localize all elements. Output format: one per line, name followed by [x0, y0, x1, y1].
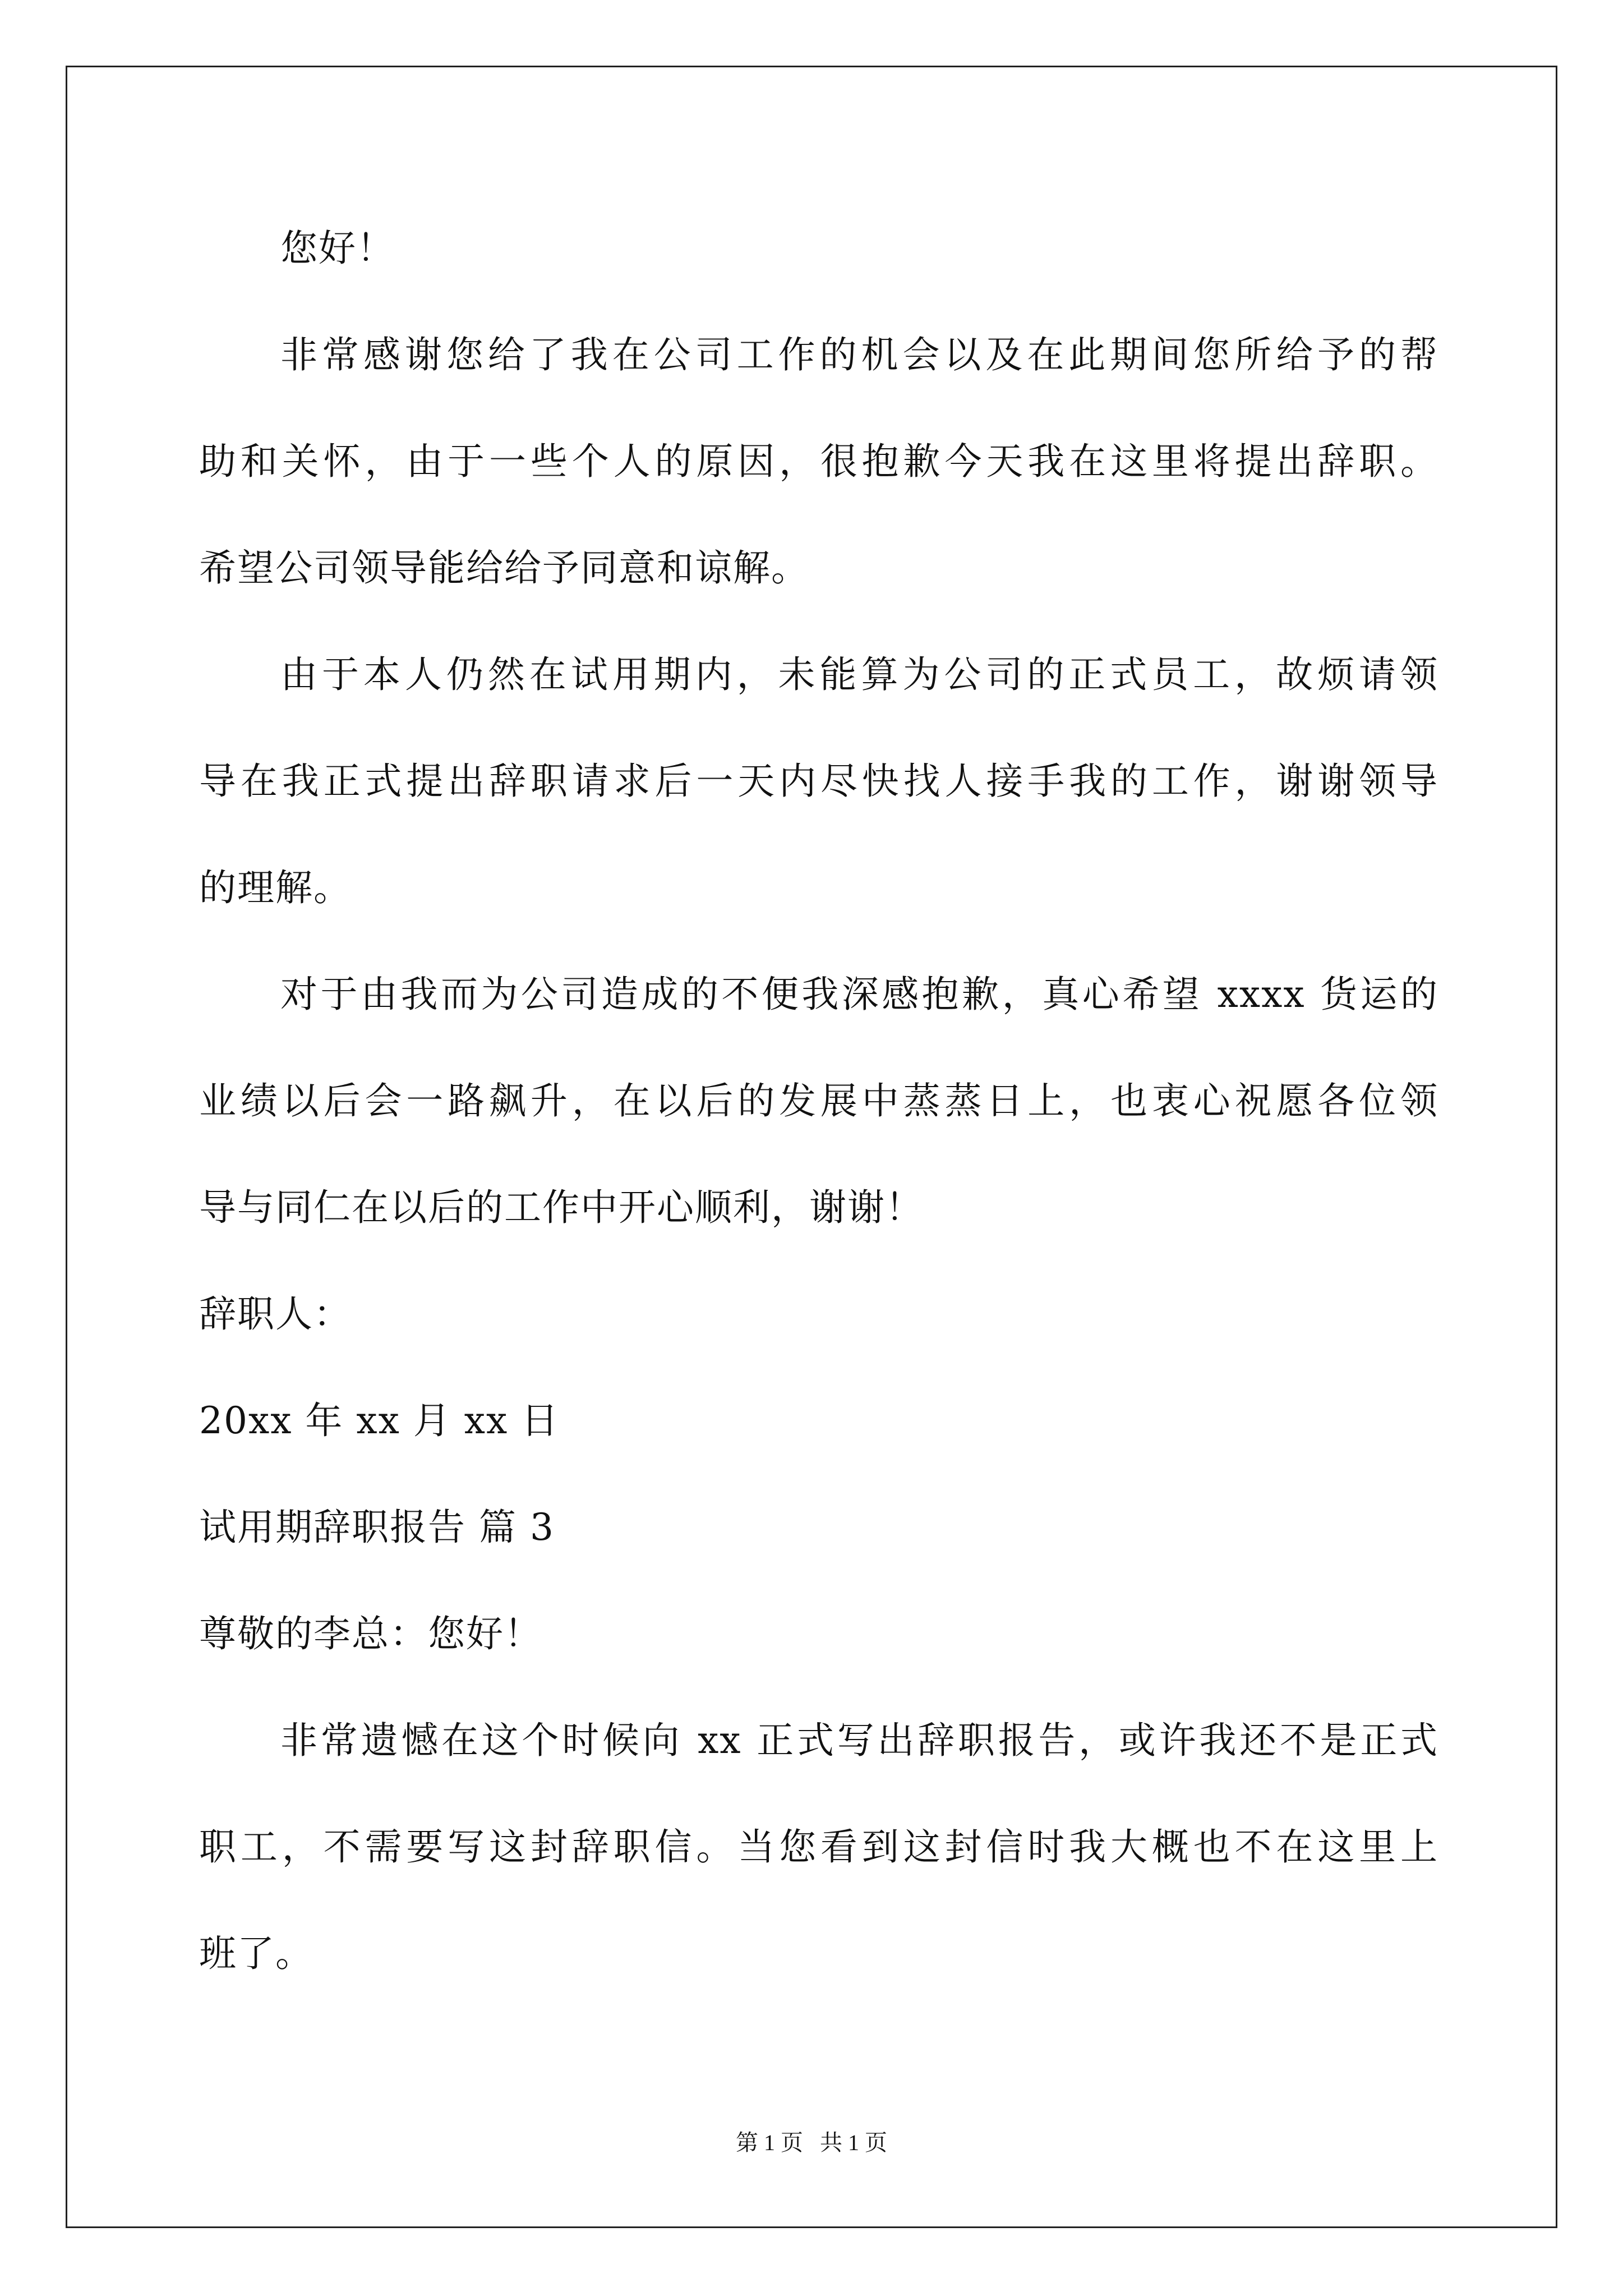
- paragraph-4-line-1: 非常遗憾在这个时候向 xx 正式写出辞职报告，或许我还不是正式: [280, 1719, 1438, 1762]
- section-heading: 试用期辞职报告 篇 3: [199, 1506, 555, 1549]
- paragraph-3-line-3: 导与同仁在以后的工作中开心顺利，谢谢！: [199, 1186, 924, 1229]
- page-footer: 第 1 页 共 1 页: [736, 2130, 887, 2155]
- date-line: 20xx 年 xx 月 xx 日: [199, 1399, 560, 1442]
- paragraph-3-line-1: 对于由我而为公司造成的不便我深感抱歉，真心希望 xxxx 货运的: [280, 973, 1438, 1016]
- paragraph-1-line-3: 希望公司领导能给给予同意和谅解。: [199, 546, 809, 590]
- page-border: [66, 66, 1557, 2228]
- paragraph-1-line-1: 非常感谢您给了我在公司工作的机会以及在此期间您所给予的帮: [280, 333, 1438, 376]
- paragraph-3-line-2: 业绩以后会一路飙升，在以后的发展中蒸蒸日上，也衷心祝愿各位领: [199, 1079, 1438, 1122]
- greeting: 您好！: [280, 227, 395, 270]
- signature-label: 辞职人：: [199, 1292, 352, 1336]
- paragraph-4-line-3: 班了。: [199, 1932, 313, 1975]
- paragraph-2-line-1: 由于本人仍然在试用期内，未能算为公司的正式员工，故烦请领: [280, 653, 1438, 696]
- paragraph-2-line-2: 导在我正式提出辞职请求后一天内尽快找人接手我的工作，谢谢领导: [199, 760, 1438, 803]
- salutation: 尊敬的李总：您好！: [199, 1612, 542, 1655]
- paragraph-1-line-2: 助和关怀，由于一些个人的原因，很抱歉今天我在这里将提出辞职。: [199, 440, 1438, 483]
- paragraph-4-line-2: 职工，不需要写这封辞职信。当您看到这封信时我大概也不在这里上: [199, 1825, 1438, 1869]
- paragraph-2-line-3: 的理解。: [199, 866, 352, 909]
